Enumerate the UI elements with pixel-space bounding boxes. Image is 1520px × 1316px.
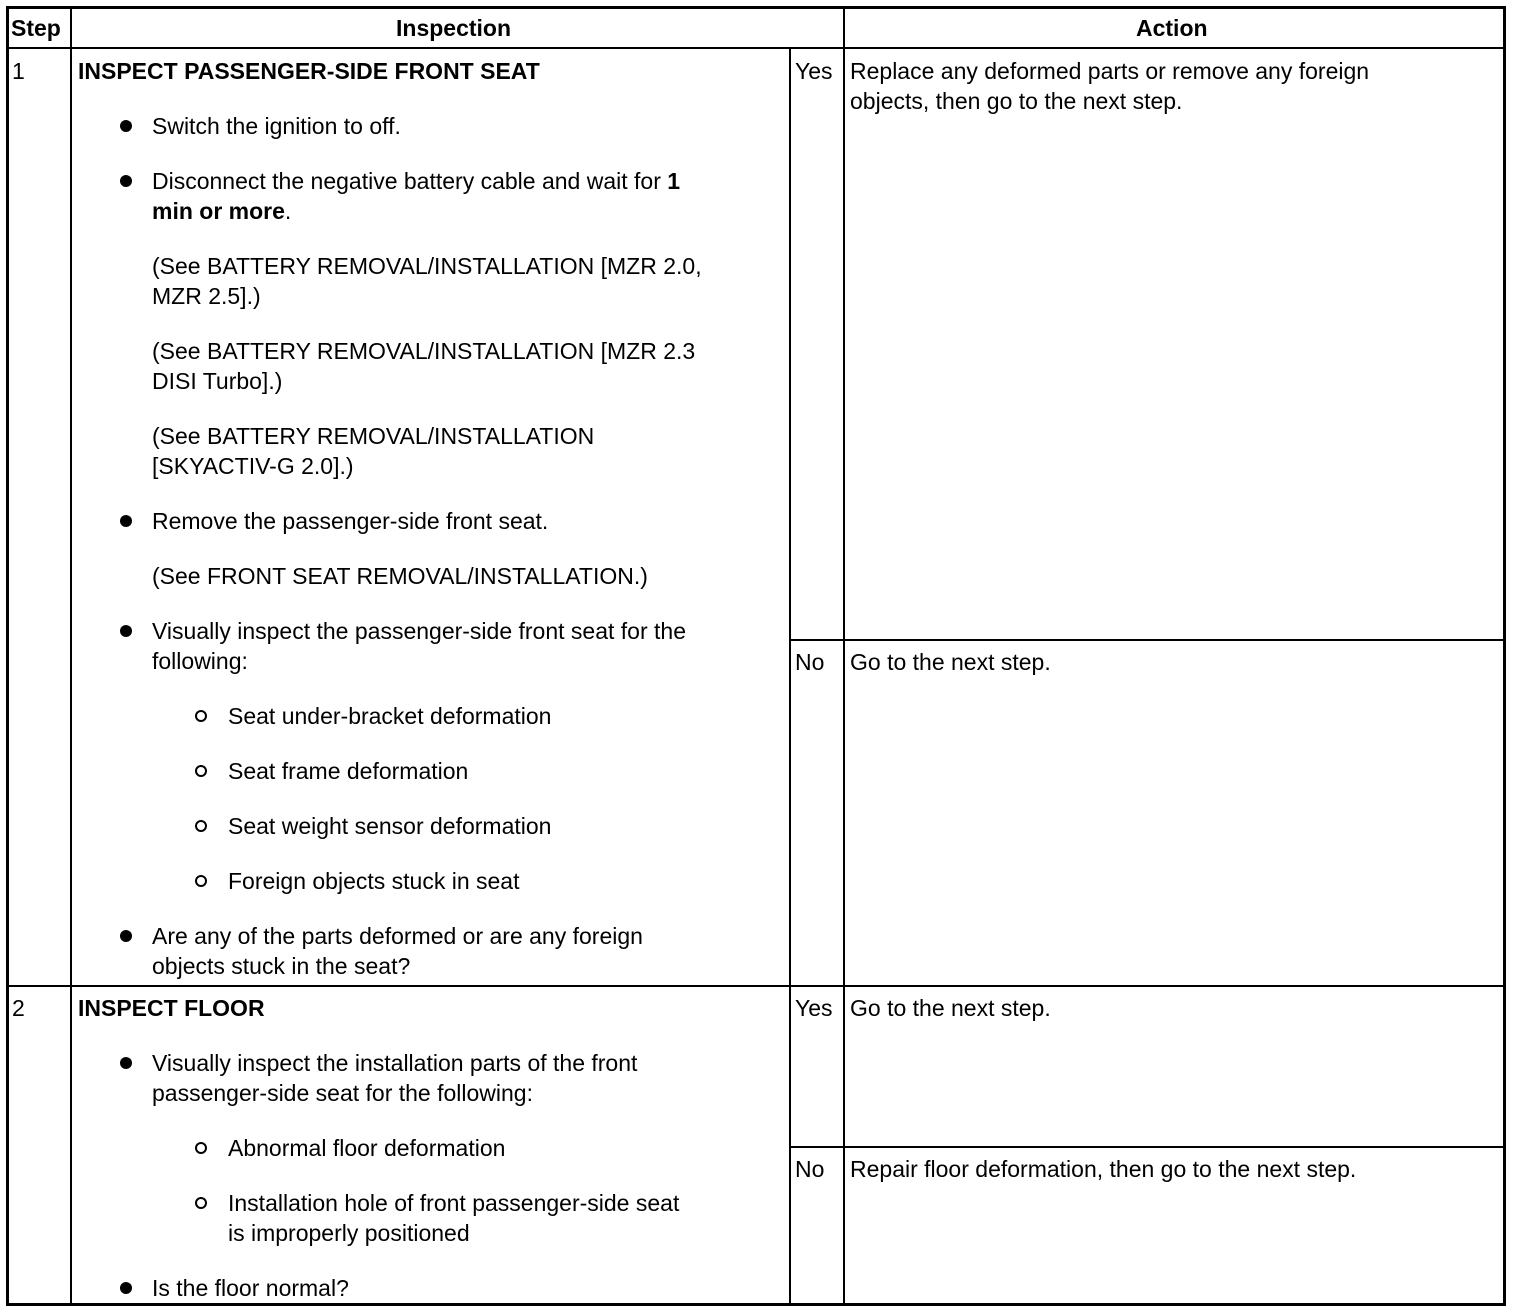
header-action: Action [1136,15,1208,41]
bullet-icon [120,120,132,132]
step1-reference-skyactiv-line2: [SKYACTIV-G 2.0].) [152,453,354,479]
step1-bullet-disconnect-duration: min or more [152,198,285,224]
column-divider-inspection [843,8,845,1306]
step1-yes-label: Yes [795,58,833,84]
header-inspection: Inspection [396,15,512,41]
step1-reference-skyactiv: (See BATTERY REMOVAL/INSTALLATION [152,423,595,449]
step1-yes-action-line2: objects, then go to the next step. [850,88,1183,114]
step2-no-label: No [795,1156,825,1182]
step1-reference-mzr20: (See BATTERY REMOVAL/INSTALLATION [MZR 2.0, [152,253,702,279]
step1-reference-front-seat: (See FRONT SEAT REMOVAL/INSTALLATION.) [152,563,648,589]
step1-bullet-remove-seat: Remove the passenger-side front seat. [152,508,549,534]
step1-bullet-disconnect-line2 [152,196,291,226]
bullet-icon [120,515,132,527]
step1-bullet-disconnect-period: . [284,198,292,224]
header-divider [8,47,1505,49]
step1-number: 1 [12,58,25,84]
header-step: Step [11,15,61,41]
step1-bullet-disconnect [152,166,680,196]
sub-bullet-icon [195,710,207,722]
step1-no-label: No [795,649,825,675]
step2-bullet-visual-inspect-line2: passenger-side seat for the following: [152,1080,533,1106]
step1-reference-mzr23: (See BATTERY REMOVAL/INSTALLATION [MZR 2.3 [152,338,696,364]
step1-bullet-question: Are any of the parts deformed or are any foreign [152,923,643,949]
step1-title: INSPECT PASSENGER-SIDE FRONT SEAT [78,58,540,84]
step2-bullet-visual-inspect: Visually inspect the installation parts of the front [152,1050,638,1076]
step2-sub-installation-hole-line2: is improperly positioned [228,1220,470,1246]
step1-reference-mzr20-line2: MZR 2.5].) [152,283,261,309]
step1-bullet-visual-inspect: Visually inspect the passenger-side front seat for the [152,618,686,644]
step1-bullet-disconnect-time: 1 [667,168,681,194]
step1-bullet-ignition: Switch the ignition to off. [152,113,401,139]
step1-sub-frame: Seat frame deformation [228,758,469,784]
step1-reference-mzr23-line2: DISI Turbo].) [152,368,283,394]
step1-sub-foreign-objects: Foreign objects stuck in seat [228,868,520,894]
step1-bullet-disconnect-text: Disconnect the negative battery cable and wait for [152,168,661,194]
column-divider-yesno [789,48,791,1306]
step2-number: 2 [12,995,25,1021]
sub-bullet-icon [195,875,207,887]
bullet-icon [120,1057,132,1069]
step2-yes-no-divider [789,1146,1505,1148]
step2-yes-label: Yes [795,995,833,1021]
sub-bullet-icon [195,820,207,832]
bullet-icon [120,1282,132,1294]
step1-sub-weight-sensor: Seat weight sensor deformation [228,813,552,839]
bullet-icon [120,625,132,637]
step2-sub-floor-deformation: Abnormal floor deformation [228,1135,506,1161]
step1-no-action: Go to the next step. [850,649,1051,675]
bullet-icon [120,175,132,187]
column-divider-step [70,8,72,1306]
sub-bullet-icon [195,1197,207,1209]
step2-no-action: Repair floor deformation, then go to the next step. [850,1156,1357,1182]
sub-bullet-icon [195,1142,207,1154]
row-divider [8,985,1505,987]
step2-sub-installation-hole: Installation hole of front passenger-side seat [228,1190,680,1216]
step1-yes-action: Replace any deformed parts or remove any foreign [850,58,1370,84]
step2-bullet-question: Is the floor normal? [152,1275,349,1301]
step2-yes-action: Go to the next step. [850,995,1051,1021]
step1-yes-no-divider [789,639,1505,641]
sub-bullet-icon [195,765,207,777]
step2-title: INSPECT FLOOR [78,995,265,1021]
step1-bullet-visual-inspect-line2: following: [152,648,248,674]
step1-bullet-question-line2: objects stuck in the seat? [152,953,411,979]
step1-sub-under-bracket: Seat under-bracket deformation [228,703,552,729]
bullet-icon [120,930,132,942]
